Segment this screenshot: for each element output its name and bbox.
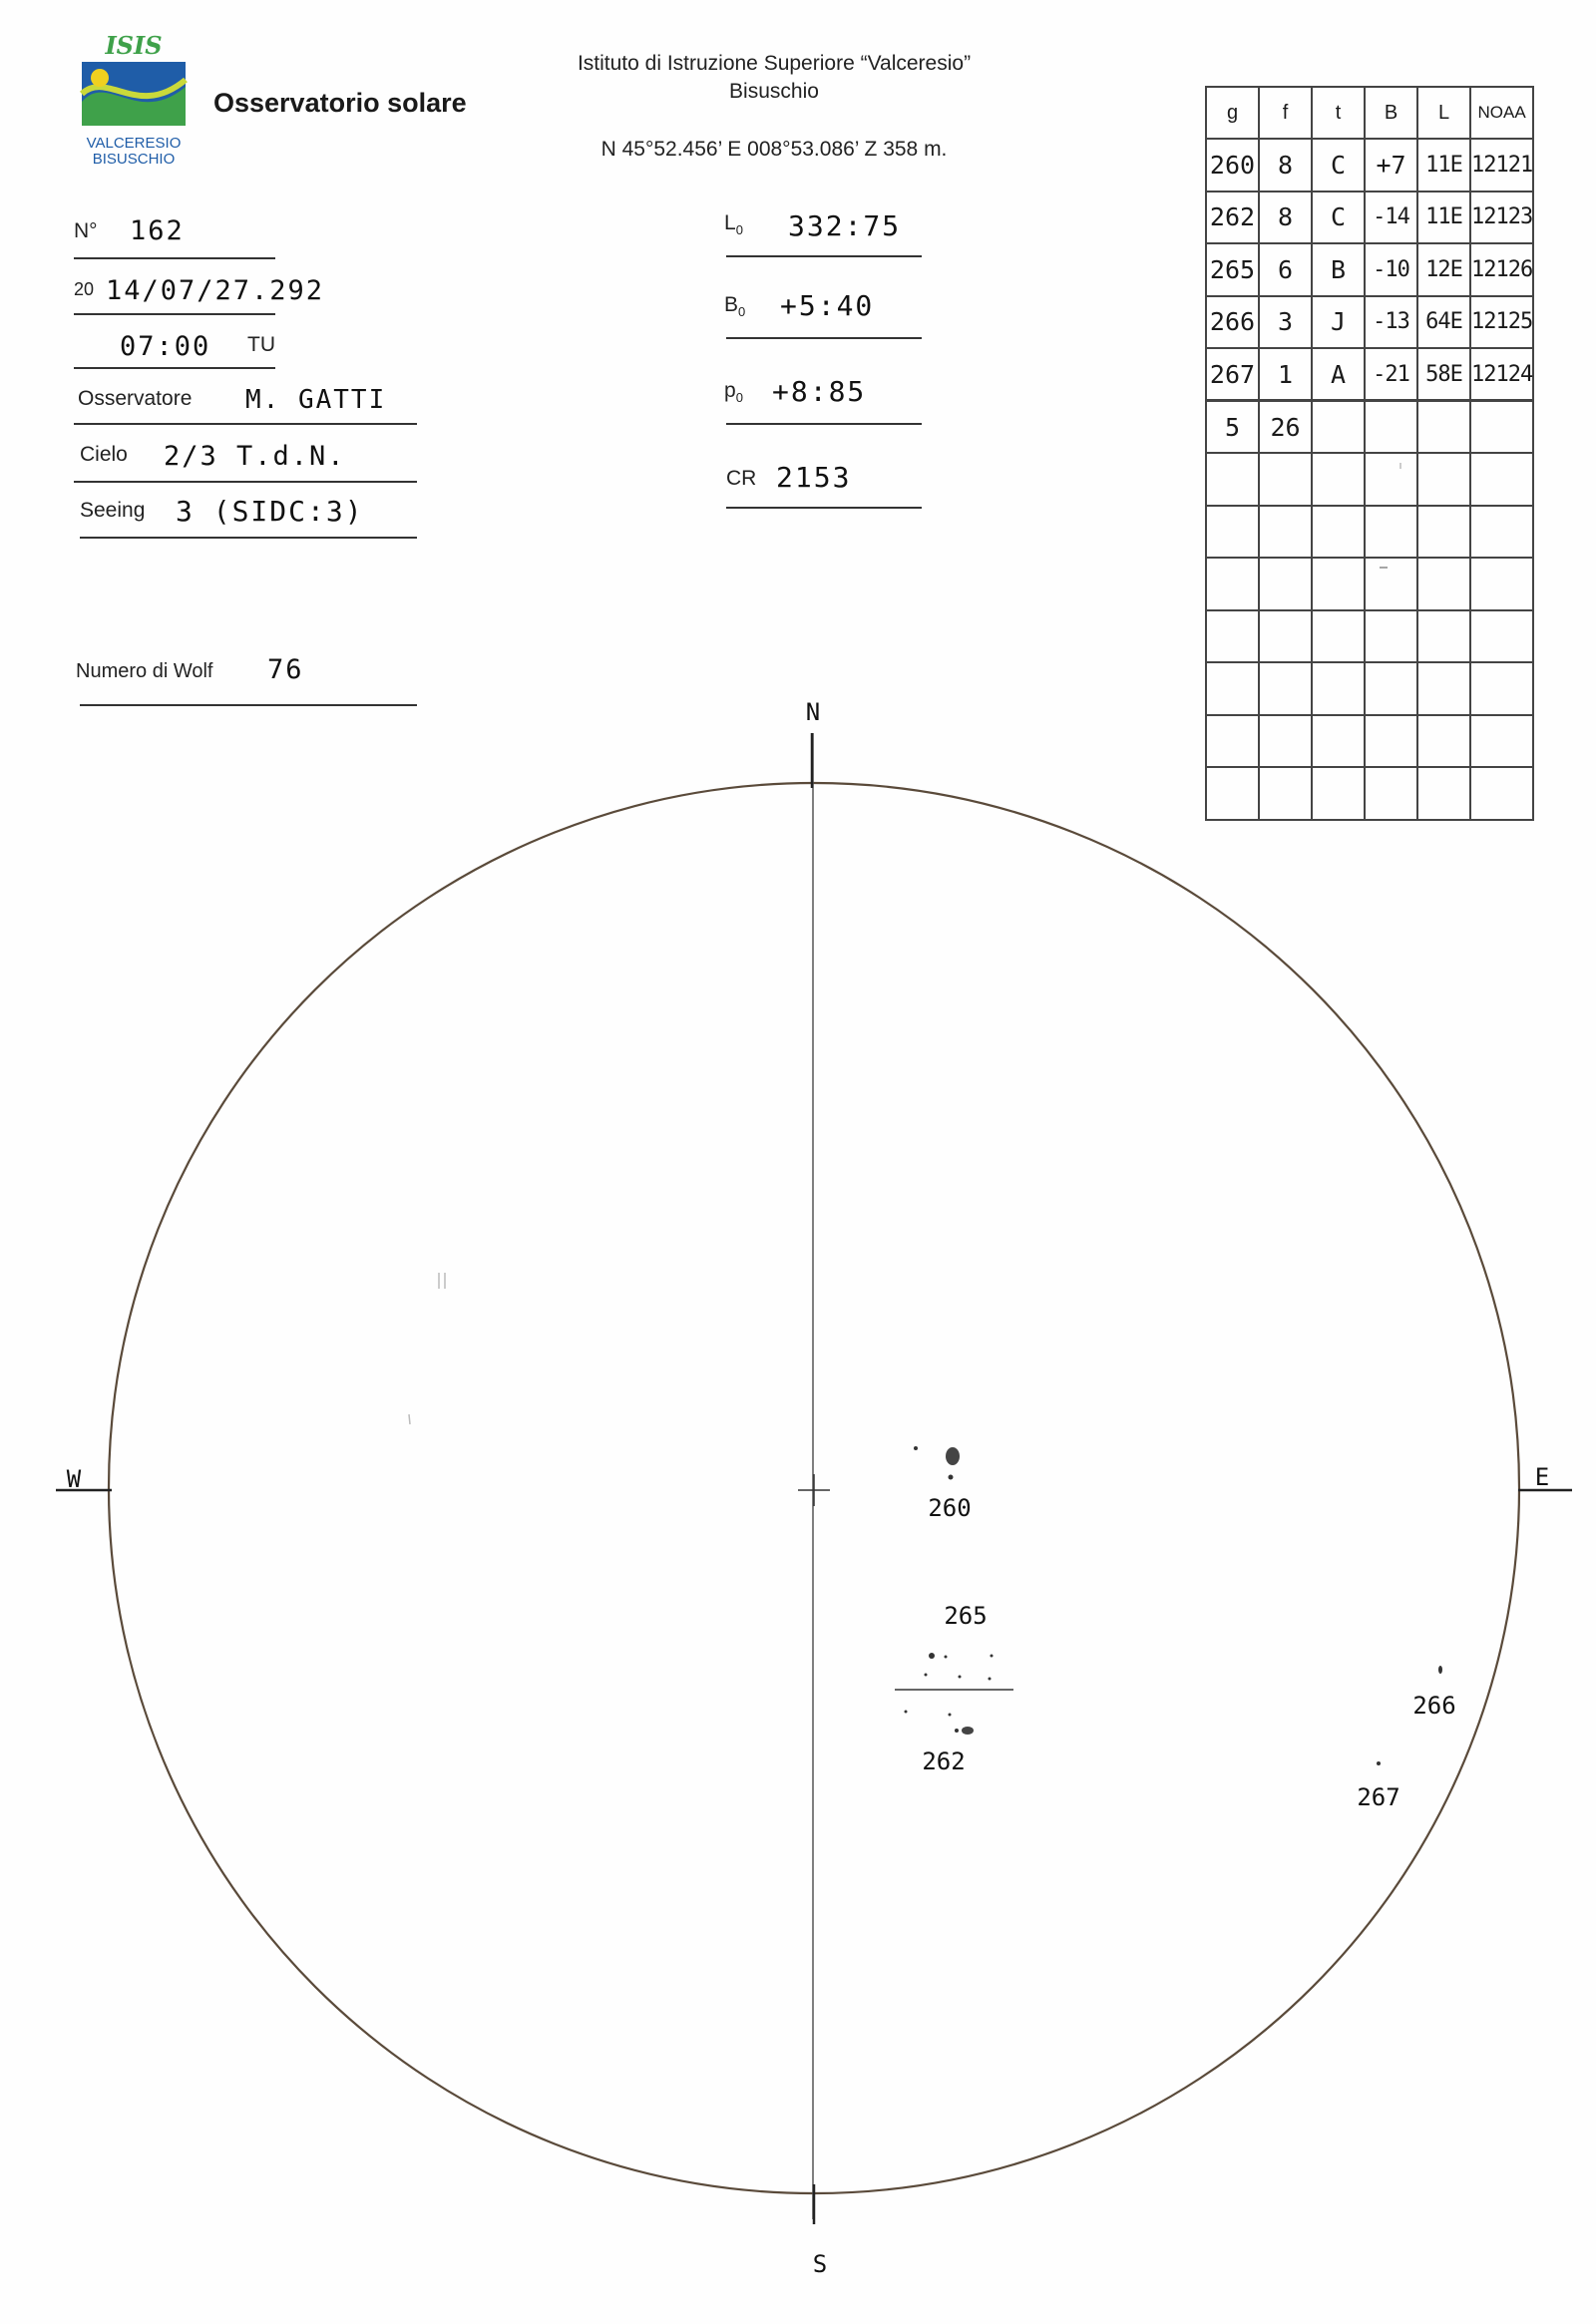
cell-f: 8 <box>1259 139 1312 192</box>
east-label: E <box>1534 1463 1550 1491</box>
observatory-coords: N 45°52.456’ E 008°53.086’ Z 358 m. <box>600 138 948 161</box>
wolf-value: 76 <box>267 654 304 685</box>
observer-label: Osservatore <box>78 387 193 410</box>
cell-l: 11E <box>1417 192 1470 244</box>
cell-b: -21 <box>1365 348 1417 401</box>
logo-subtitle-2: BISUSCHIO <box>92 151 176 168</box>
cell-noaa: 12121 <box>1470 139 1533 192</box>
column-header-b: B <box>1365 87 1417 139</box>
sunspot-group-265 <box>895 1602 1013 1690</box>
number-label: N° <box>74 219 98 242</box>
south-label: S <box>812 2250 828 2278</box>
logo-subtitle-1: VALCERESIO <box>86 135 182 152</box>
logo-brand: ISIS <box>105 32 163 60</box>
column-header-f: f <box>1259 87 1312 139</box>
cell-t: B <box>1312 243 1365 296</box>
sunspot-group-260 <box>914 1446 972 1522</box>
cell-noaa: 12123 <box>1470 192 1533 244</box>
cell-f: 1 <box>1259 348 1312 401</box>
date-prefix: 20 <box>74 279 95 299</box>
cr-value: 2153 <box>776 461 852 494</box>
faint-marks <box>409 463 1400 1424</box>
column-header-g: g <box>1206 87 1259 139</box>
cell-f: 6 <box>1259 243 1312 296</box>
l0-symbol: L <box>724 211 736 234</box>
sunspot-group-262 <box>905 1711 975 1776</box>
institute-name: Istituto di Istruzione Superiore “Valceresio” <box>577 52 972 75</box>
sky-label: Cielo <box>80 443 128 466</box>
cell-l: 64E <box>1417 296 1470 349</box>
group-label-266: 266 <box>1412 1692 1456 1720</box>
p0-value: +8:85 <box>772 375 867 408</box>
b0-symbol: B <box>724 293 739 316</box>
app-title: Osservatorio solare <box>213 88 467 118</box>
group-label-262: 262 <box>922 1747 966 1775</box>
number-value: 162 <box>130 215 185 246</box>
seeing-label: Seeing <box>80 499 146 522</box>
column-header-l: L <box>1417 87 1470 139</box>
total-groups: 5 <box>1206 401 1259 454</box>
total-spots: 26 <box>1259 401 1312 454</box>
cell-t: C <box>1312 192 1365 244</box>
institute-town: Bisuschio <box>729 80 819 103</box>
cell-g: 266 <box>1206 296 1259 349</box>
cell-g: 267 <box>1206 348 1259 401</box>
cell-t: A <box>1312 348 1365 401</box>
cell-noaa: 12126 <box>1470 243 1533 296</box>
column-header-t: t <box>1312 87 1365 139</box>
time-value: 07:00 <box>120 331 211 362</box>
observer-value: M. GATTI <box>245 385 387 415</box>
cell-t: J <box>1312 296 1365 349</box>
cell-f: 8 <box>1259 192 1312 244</box>
cell-b: +7 <box>1365 139 1417 192</box>
cell-g: 265 <box>1206 243 1259 296</box>
sky-value: 2/3 T.d.N. <box>164 441 346 472</box>
p0-symbol: p <box>724 379 736 402</box>
group-label-265: 265 <box>944 1602 988 1630</box>
cell-g: 262 <box>1206 192 1259 244</box>
cell-noaa: 12124 <box>1470 348 1533 401</box>
group-label-260: 260 <box>928 1494 972 1522</box>
cell-b: -10 <box>1365 243 1417 296</box>
group-label-267: 267 <box>1357 1783 1400 1811</box>
cr-label: CR <box>726 467 757 490</box>
cell-g: 260 <box>1206 139 1259 192</box>
seeing-value: 3 (SIDC:3) <box>176 495 364 528</box>
b0-value: +5:40 <box>780 289 875 322</box>
cell-t: C <box>1312 139 1365 192</box>
cell-f: 3 <box>1259 296 1312 349</box>
column-header-noaa: NOAA <box>1470 87 1533 139</box>
cell-l: 58E <box>1417 348 1470 401</box>
cell-noaa: 12125 <box>1470 296 1533 349</box>
wolf-label: Numero di Wolf <box>76 660 213 682</box>
sunspot-group-267 <box>1357 1761 1399 1811</box>
date-value: 14/07/27.292 <box>106 275 325 306</box>
cell-l: 11E <box>1417 139 1470 192</box>
west-label: W <box>66 1465 82 1493</box>
l0-subscript: 0 <box>735 222 743 238</box>
cell-b: -13 <box>1365 296 1417 349</box>
p0-subscript: 0 <box>735 390 743 406</box>
cell-b: -14 <box>1365 192 1417 244</box>
time-unit: TU <box>247 333 275 356</box>
sunspot-group-266 <box>1412 1666 1455 1720</box>
l0-value: 332:75 <box>788 209 902 242</box>
cell-l: 12E <box>1417 243 1470 296</box>
b0-subscript: 0 <box>738 304 746 320</box>
north-label: N <box>805 698 821 726</box>
